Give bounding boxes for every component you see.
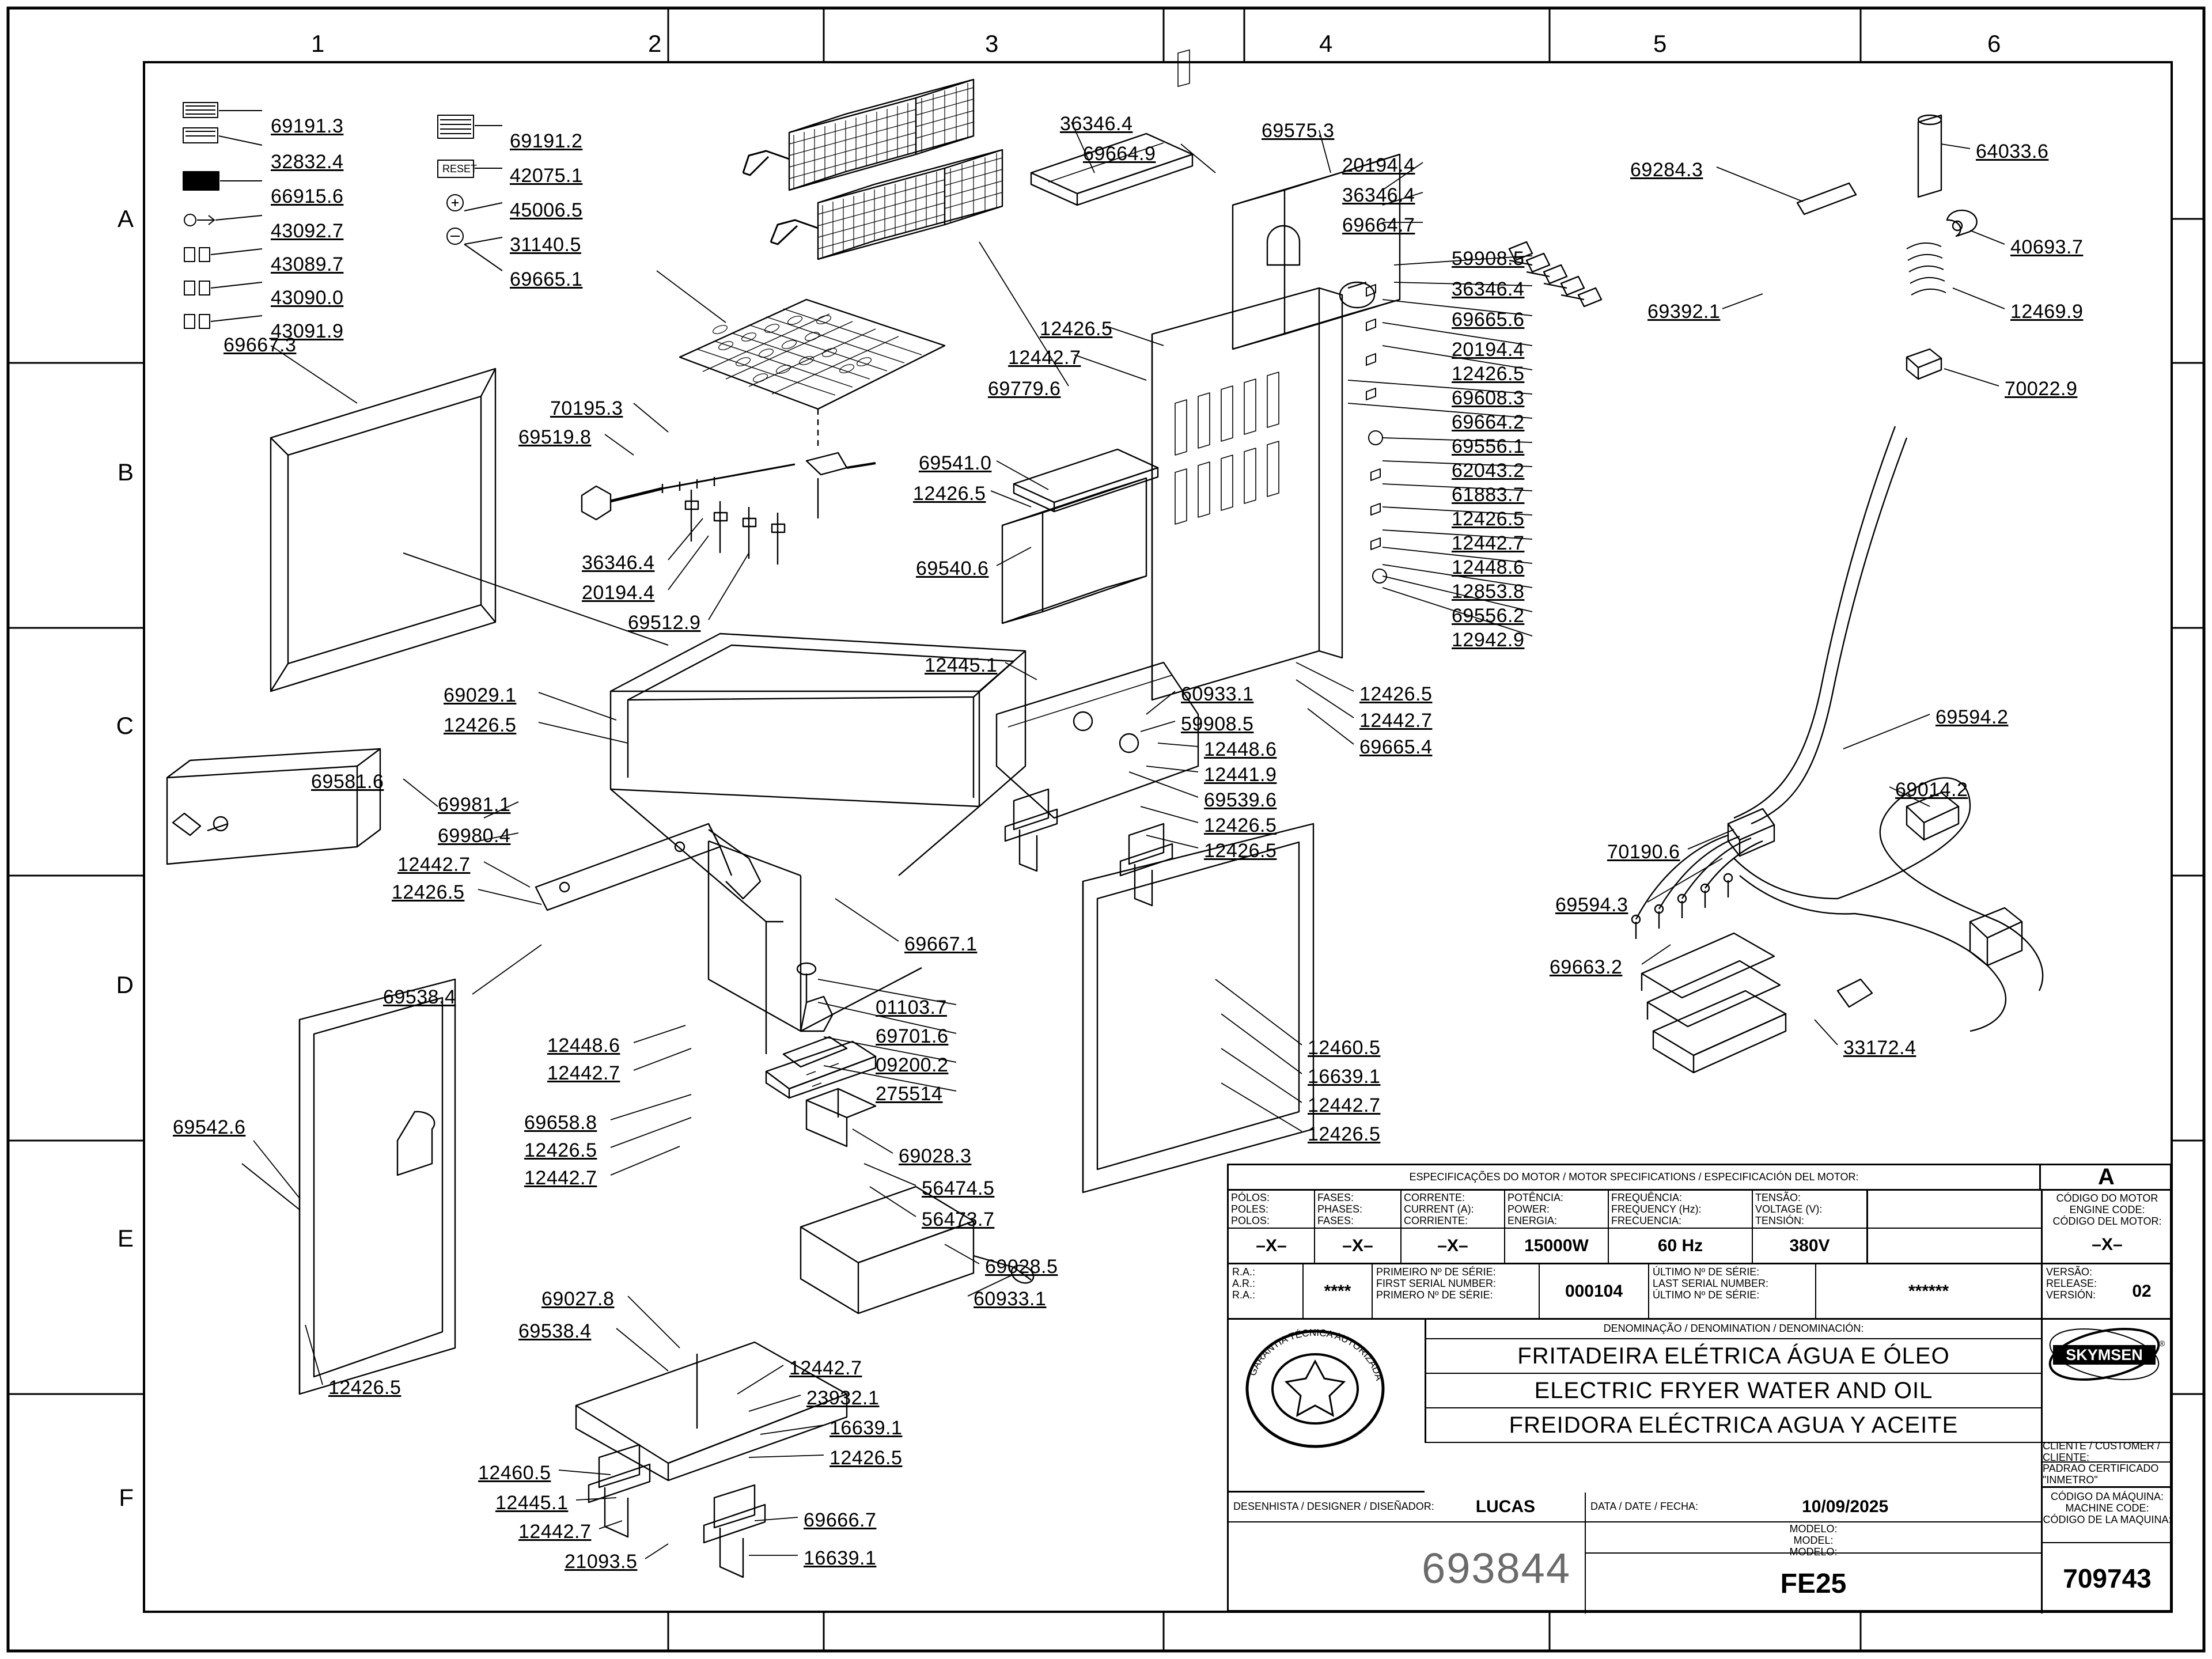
date-value: 10/09/2025 [1802,1497,1889,1516]
brand-logo-cell [2041,1320,2172,1443]
last-serial-value-cell [1816,1264,2041,1318]
sheet-zone-cell [2041,1165,2172,1191]
part-callout: 12460.5 [1308,1037,1381,1059]
denomination-pt: FRITADEIRA ELÉTRICA ÁGUA E ÓLEO [1517,1343,1950,1369]
last-serial-label-en: LAST SERIAL NUMBER: [1653,1277,1769,1289]
release-value: 02 [2132,1281,2152,1301]
model-value: FE25 [1780,1568,1847,1599]
row-label-D: D [116,971,134,998]
part-callout: 69664.2 [1452,411,1525,433]
svg-text:RESET: RESET [442,163,478,175]
part-callout: 70190.6 [1607,841,1680,863]
denomination-es-cell [1425,1408,2041,1443]
part-callout: 69594.2 [1936,706,2009,728]
spec-value-poles [1229,1229,1315,1264]
part-callout: 12942.9 [1452,629,1525,651]
part-callout: 16639.1 [830,1417,903,1439]
part-callout: 59908.5 [1452,248,1525,270]
part-callout: 12442.7 [397,854,471,876]
date-cell [1586,1493,2041,1522]
spec-value-power [1505,1229,1609,1264]
ra-value-cell [1304,1264,1373,1318]
part-callout: 12442.7 [1452,532,1525,554]
designer-value: LUCAS [1475,1497,1536,1516]
part-callout: 43091.9 [271,320,344,342]
part-callout: 12442.7 [789,1357,862,1379]
spec-value-frequency [1609,1229,1753,1264]
svg-text:SKYMSEN: SKYMSEN [2066,1346,2143,1363]
spec-value-frequency-text: 60 Hz [1657,1236,1703,1255]
last-serial-value: ****** [1908,1281,1949,1301]
part-callout: 12426.5 [524,1139,597,1161]
part-callout: 69981.1 [438,794,511,816]
part-callout: 36346.4 [1342,184,1415,206]
denomination-en: ELECTRIC FRYER WATER AND OIL [1534,1377,1933,1403]
spec-label-voltage-en: VOLTAGE (V): [1755,1203,1823,1215]
part-callout: 70022.9 [2005,378,2078,400]
part-callout: 12441.9 [1204,764,1277,786]
release-cell [2041,1264,2172,1320]
part-callout: 70195.3 [550,397,623,419]
spec-label-current-pt: CORRENTE: [1404,1192,1465,1203]
machine-code-label-cell [2041,1488,2172,1543]
part-callout: 69665.1 [510,268,583,290]
denomination-header [1425,1320,2041,1339]
denomination-en-cell [1425,1374,2041,1408]
part-callout: 01103.7 [876,997,947,1018]
part-callout: 69027.8 [541,1288,615,1310]
part-callout: 69664.7 [1342,214,1415,236]
row-label-A: A [117,205,134,232]
model-label-cell [1586,1522,2041,1558]
part-callout: 275514 [876,1083,943,1105]
spec-label-current-es: CORRIENTE: [1404,1214,1468,1226]
ra-label-en: A.R.: [1232,1277,1256,1289]
part-callout: 12426.5 [1359,683,1433,705]
part-callout: 69575.3 [1262,120,1335,142]
part-callout: 69028.3 [899,1145,972,1167]
part-callout: 60933.1 [1181,683,1254,705]
column-label-5: 5 [1653,30,1667,57]
row-label-C: C [116,712,134,739]
part-callout: 12442.7 [1008,347,1081,369]
part-callout: 69542.6 [173,1116,246,1138]
last-serial-label-pt: ÚLTIMO Nº DE SÉRIE: [1653,1266,1760,1278]
part-callout: 43090.0 [271,287,344,309]
spec-label-power [1505,1191,1609,1229]
machine-code-value-cell [2041,1543,2172,1613]
spec-label-power-pt: POTÊNCIA: [1508,1192,1564,1203]
spec-value-phases-text: –X– [1342,1236,1373,1255]
spec-label-row [1229,1191,2041,1229]
part-callout: 69556.1 [1452,435,1525,457]
part-callout: 12460.5 [478,1462,551,1484]
part-callout: 20194.4 [582,582,655,604]
release-label-en: RELEASE: [2046,1277,2097,1289]
part-callout: 69538.4 [518,1320,592,1342]
part-callout: 12442.7 [518,1521,592,1543]
spec-value-power-text: 15000W [1524,1236,1589,1255]
first-serial-label-pt: PRIMEIRO Nº DE SÉRIE: [1376,1266,1496,1278]
part-callout: 36346.4 [1452,278,1525,300]
certification-stamp [1229,1320,1425,1493]
part-callout: 12448.6 [1204,738,1277,760]
part-callout: 60933.1 [974,1288,1047,1310]
customer-value-cell [2041,1463,2172,1488]
spec-value-voltage [1753,1229,1868,1264]
part-callout: 12426.5 [1308,1123,1381,1145]
column-label-4: 4 [1319,30,1333,57]
ra-label-es: R.A.: [1232,1289,1256,1301]
part-callout: 69029.1 [444,684,517,706]
part-callout: 69666.7 [804,1509,877,1531]
last-serial-label-cell [1649,1264,1816,1318]
part-callout: 12442.7 [547,1062,620,1084]
spec-label-frequency-pt: FREQUÊNCIA: [1611,1192,1683,1203]
part-callout: 12442.7 [1308,1094,1381,1116]
spec-label-voltage-pt: TENSÃO: [1755,1192,1801,1203]
part-callout: 12426.5 [1204,840,1277,862]
skymsen-logo [2043,1320,2166,1389]
part-callout: 69665.4 [1359,736,1433,758]
serial-row [1229,1264,2041,1320]
spec-label-phases [1315,1191,1402,1229]
part-callout: 12445.1 [495,1492,569,1514]
engine-code-value: –X– [2092,1235,2123,1255]
drawing-number-cell [1229,1522,1586,1613]
row-label-F: F [119,1484,134,1511]
part-callout: 40693.7 [2010,236,2084,258]
part-callout: 69191.3 [271,115,344,137]
row-label-E: E [117,1225,134,1252]
part-callout: 69284.3 [1630,159,1703,181]
part-callout: 12426.5 [913,483,986,505]
part-callout: 12448.6 [547,1035,620,1056]
part-callout: 12426.5 [1452,363,1525,385]
part-callout: 16639.1 [1308,1066,1381,1088]
release-label-pt: VERSÃO: [2046,1266,2093,1278]
spec-label-current [1402,1191,1505,1229]
spec-label-poles-pt: PÓLOS: [1231,1192,1270,1203]
part-callout: 69665.6 [1452,309,1525,331]
part-callout: 43089.7 [271,253,344,275]
part-callout: 20194.4 [1342,154,1415,176]
column-label-2: 2 [648,30,662,57]
spec-label-voltage-es: TENSIÓN: [1755,1214,1805,1226]
model-label-pt: MODELO: [1789,1523,1838,1535]
spec-label-poles-es: POLOS: [1231,1214,1270,1226]
part-callout: 69667.1 [904,933,978,955]
ra-label-pt: R.A.: [1232,1266,1256,1278]
part-callout: 61883.7 [1452,484,1525,506]
part-callout: 69512.9 [628,612,701,634]
part-callout: 69539.6 [1204,789,1277,811]
part-callout: 64033.6 [1976,141,2049,162]
part-callout: 21093.5 [565,1551,638,1573]
spec-label-phases-en: PHASES: [1317,1203,1363,1215]
part-callout: 69540.6 [916,558,989,579]
first-serial-label-es: PRIMERO Nº DE SÉRIE: [1376,1289,1493,1301]
spec-label-voltage [1753,1191,1868,1229]
model-label-en: MODEL: [1793,1534,1834,1546]
spec-label-phases-pt: FASES: [1317,1192,1354,1203]
part-callout: 69538.4 [383,986,456,1008]
first-serial-label-cell [1373,1264,1540,1318]
first-serial-value-cell [1540,1264,1649,1318]
ra-label-cell [1229,1264,1304,1318]
part-callout: 12442.7 [1359,710,1433,732]
part-callout: 69392.1 [1647,301,1721,323]
spec-value-phases [1315,1229,1402,1264]
engine-code-label-es: CÓDIGO DEL MOTOR: [2052,1215,2162,1227]
machine-code-value: 709743 [2063,1563,2152,1593]
part-callout: 69014.2 [1895,779,1968,801]
denomination-es: FREIDORA ELÉCTRICA AGUA Y ACEITE [1509,1412,1959,1438]
part-callout: 69667.3 [224,334,297,356]
spec-label-poles-en: POLES: [1231,1203,1269,1215]
column-label-1: 1 [311,30,325,57]
sheet-zone-value: A [2098,1164,2115,1190]
part-callout: 69519.8 [518,426,592,448]
part-callout: 23932.1 [806,1387,880,1409]
spec-value-poles-text: –X– [1256,1236,1287,1255]
denomination-header-text: DENOMINAÇÃO / DENOMINATION / DENOMINACIÓN: [1603,1323,1864,1335]
part-callout: 69594.3 [1555,894,1628,916]
part-callout: 12426.5 [392,881,465,903]
column-label-3: 3 [985,30,999,57]
part-callout: 56474.5 [922,1177,995,1199]
spec-label-poles [1229,1191,1315,1229]
stamp-graphic [1229,1320,1402,1458]
spec-value-row [1229,1229,2041,1264]
part-callout: 36346.4 [582,552,655,574]
part-callout: 69191.2 [510,130,583,152]
part-callout: 12853.8 [1452,581,1525,603]
drawing-number: 693844 [1422,1544,1571,1592]
part-callout: 69556.2 [1452,605,1525,627]
part-callout: 69541.0 [919,452,992,474]
part-callout: 12426.5 [444,714,517,736]
title-block [1227,1164,2172,1612]
spec-label-frequency-es: FRECUENCIA: [1611,1214,1682,1226]
denomination-pt-cell [1425,1339,2041,1374]
spec-value-voltage-text: 380V [1789,1236,1830,1255]
last-serial-label-es: ÚLTIMO Nº DE SÉRIE: [1653,1289,1760,1301]
customer-label: CLIENTE / CUSTOMER / CLIENTE: [2043,1440,2160,1463]
part-callout: 69779.6 [988,378,1061,400]
machine-code-label-es: CÓDIGO DE LA MAQUINA: [2043,1513,2172,1525]
release-label-es: VERSIÓN: [2046,1289,2096,1301]
part-callout: 69608.3 [1452,387,1525,409]
machine-code-label-pt: CÓDIGO DA MÁQUINA: [2050,1491,2164,1502]
part-callout: 12426.5 [328,1377,402,1399]
model-value-cell [1586,1554,2041,1613]
part-callout: 31140.5 [510,234,581,256]
part-callout: 69663.2 [1550,956,1623,978]
spec-value-current [1402,1229,1505,1264]
part-callout: 56473.7 [922,1209,995,1230]
spec-label-current-en: CURRENT (A): [1404,1203,1474,1215]
part-callout: 09200.2 [876,1054,949,1076]
date-label: DATA / DATE / FECHA: [1590,1501,1699,1513]
part-callout: 43092.7 [271,220,344,242]
part-callout: 32832.4 [271,151,344,173]
part-callout: 12448.6 [1452,556,1525,578]
row-label-B: B [117,459,134,486]
model-label-es: MODELO: [1789,1546,1838,1558]
part-callout: 62043.2 [1452,460,1525,482]
part-callout: 36346.4 [1060,113,1133,135]
part-callout: 12426.5 [1040,318,1113,340]
part-callout: 69664.9 [1083,143,1156,165]
designer-cell [1229,1493,1586,1522]
first-serial-value: 000104 [1565,1281,1623,1301]
machine-code-label-en: MACHINE CODE: [2065,1502,2149,1514]
part-callout: 69980.4 [438,825,511,847]
part-callout: 59908.5 [1181,713,1254,735]
ra-value: **** [1324,1281,1351,1301]
spec-label-power-es: ENERGIA: [1508,1214,1558,1226]
part-callout: 33172.4 [1843,1037,1916,1059]
part-callout: 12442.7 [524,1167,597,1189]
designer-label: DESENHISTA / DESIGNER / DISEÑADOR: [1233,1501,1434,1513]
part-callout: 16639.1 [804,1547,877,1569]
customer-value: PADRAO CERTIFICADO "INMETRO" [2043,1462,2159,1486]
column-label-6: 6 [1987,30,2001,57]
part-callout: 69658.8 [524,1112,597,1134]
part-callout: 12426.5 [830,1447,903,1469]
first-serial-label-en: FIRST SERIAL NUMBER: [1376,1277,1497,1289]
part-callout: 20194.4 [1452,339,1525,361]
spec-value-current-text: –X– [1437,1236,1468,1255]
part-callout: 69581.6 [311,771,384,793]
svg-text:GARANTIA TÉCNICA AUTORIZADA: GARANTIA TÉCNICA AUTORIZADA [1247,1327,1385,1382]
spec-label-frequency-en: FREQUENCY (Hz): [1611,1203,1702,1215]
spec-label-power-en: POWER: [1508,1203,1550,1215]
part-callout: 66915.6 [271,185,344,207]
customer-label-cell [2041,1440,2172,1463]
svg-text:®: ® [2159,1339,2165,1348]
part-callout: 69028.5 [985,1256,1058,1278]
motor-spec-header-text: ESPECIFICAÇÕES DO MOTOR / MOTOR SPECIFICATIONS / ESPECIFICACIÓN DEL MOTOR: [1409,1171,1859,1183]
part-callout: 12426.5 [1452,508,1525,530]
engine-code-label-pt: CÓDIGO DO MOTOR [2056,1192,2158,1204]
engine-code-cell [2041,1191,2172,1264]
part-callout: 12426.5 [1204,815,1277,836]
part-callout: 12469.9 [2010,301,2084,323]
motor-spec-header [1229,1165,2041,1191]
engine-code-label-en: ENGINE CODE: [2069,1203,2145,1215]
part-callout: 12445.1 [925,654,998,676]
spec-label-frequency [1609,1191,1753,1229]
part-callout: 69701.6 [876,1025,949,1047]
part-callout: 45006.5 [510,199,583,221]
spec-label-phases-es: FASES: [1317,1214,1354,1226]
part-callout: 42075.1 [510,165,583,187]
